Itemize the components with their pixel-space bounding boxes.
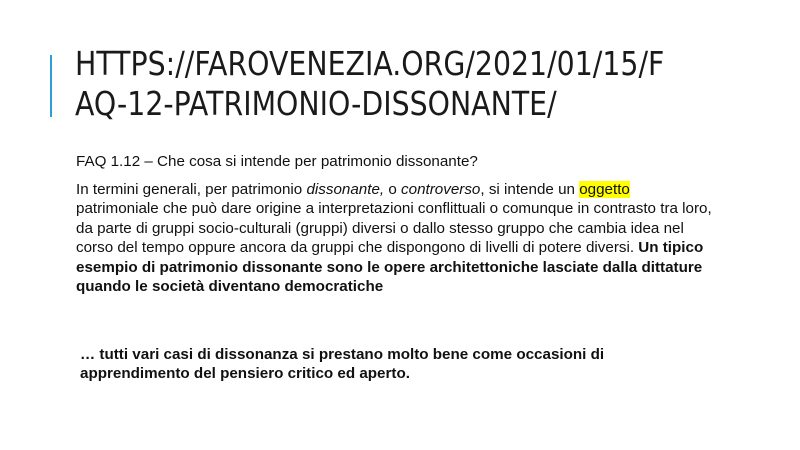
slide-title: HTTPS://FAROVENEZIA.ORG/2021/01/15/FAQ-12-PATRIMONIO-DISSONANTE/	[75, 44, 665, 123]
definition-text-4: patrimoniale che può dare origine a interpretazioni conflittuali o comunque in contrasto tra loro, da parte di gruppi socio-culturali (gruppi) diversi o dallo stesso gruppo che cambia idea nel corso del tempo oppure ancora da gruppi che dispongono di livelli di potere diversi.	[76, 200, 712, 256]
definition-paragraph	[76, 180, 716, 297]
highlighted-word: oggetto	[579, 180, 630, 198]
title-accent-bar	[50, 55, 52, 117]
definition-text-3: , si intende un	[480, 180, 580, 198]
example-statement: Un tipico esempio di patrimonio dissonante sono le opere architettoniche lasciate dalla dittature quando le società diventano democratiche	[76, 239, 704, 295]
term-dissonante: dissonante,	[306, 180, 385, 198]
faq-question: FAQ 1.12 – Che cosa si intende per patrimonio dissonante?	[76, 153, 478, 170]
definition-text-2: o	[384, 180, 402, 198]
term-controverso: controverso	[401, 180, 481, 198]
closing-statement: … tutti vari casi di dissonanza si prestano molto bene come occasioni di apprendimento del pensiero critico ed aperto.	[80, 345, 605, 382]
definition-text-1: In termini generali, per patrimonio	[76, 180, 307, 198]
slide-body	[76, 152, 716, 384]
